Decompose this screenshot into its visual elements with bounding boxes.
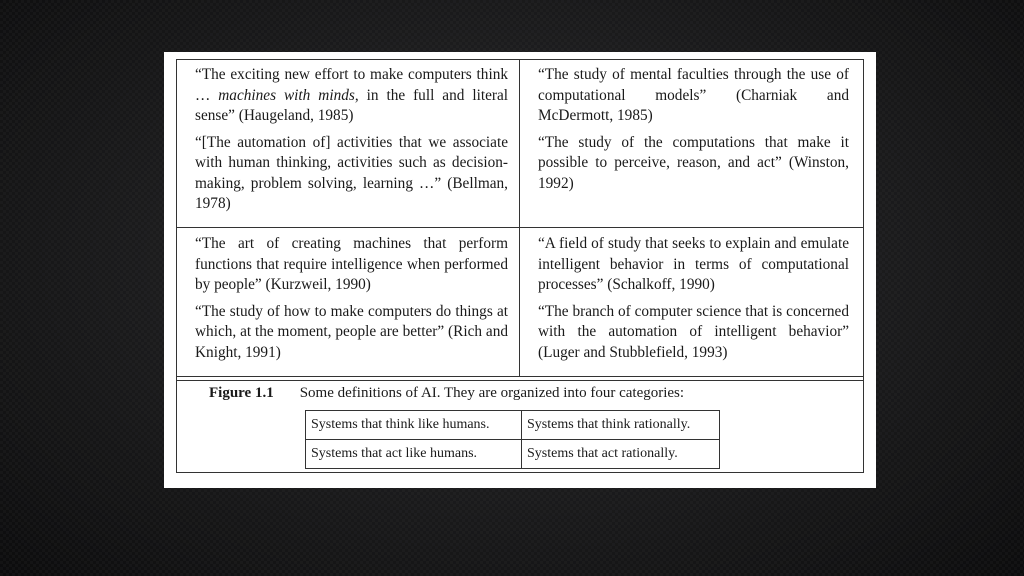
category-think-rationally: Systems that think rationally. [522,411,720,440]
caption-text: Some definitions of AI. They are organized into four categories: [299,385,685,401]
horizontal-divider [177,227,863,228]
slide [164,52,876,488]
categories-table [305,410,720,469]
quote-charniak: “The study of mental faculties through the use of computational models” (Charniak and McDermott, 1985) [538,66,849,124]
table-row [306,411,720,440]
figure-label: Figure 1.1 [209,385,274,401]
quadrant-think-rationally [520,60,863,228]
quote-haugeland: “The exciting new effort to make computers think … machines with minds, in the full and literal sense” (Haugeland, 1985) [195,66,508,124]
caption-divider-bottom [177,380,863,381]
category-think-humans: Systems that think like humans. [306,411,522,440]
figure-caption [209,385,684,402]
category-act-rationally: Systems that act rationally. [522,440,720,469]
quote-luger: “The branch of computer science that is concerned with the automation of intelligent behavior” (Luger and Stubblefield, 1993) [538,302,849,361]
quote-bellman: “[The automation of] activities that we associate with human thinking, activities such as decision-making, problem solving, learning …” (Bellman, 1978) [195,133,508,212]
definitions-grid [177,60,863,376]
category-act-humans: Systems that act like humans. [306,440,522,469]
quote-winston: “The study of the computations that make it possible to perceive, reason, and act” (Winston, 1992) [538,133,849,192]
table-row [306,440,720,469]
quote-rich-knight: “The study of how to make computers do things at which, at the moment, people are better” (Rich and Knight, 1991) [195,302,508,361]
figure-frame [176,59,864,473]
quadrant-think-humans [177,60,520,228]
vertical-divider [519,60,520,376]
quadrant-act-rationally [520,228,863,376]
quadrant-act-humans [177,228,520,376]
quote-schalkoff: “A field of study that seeks to explain and emulate intelligent behavior in terms of computational processes” (Schalkoff, 1990) [538,235,849,293]
caption-divider-top [177,376,863,377]
quote-kurzweil: “The art of creating machines that perform functions that require intelligence when performed by people” (Kurzweil, 1990) [195,235,508,293]
